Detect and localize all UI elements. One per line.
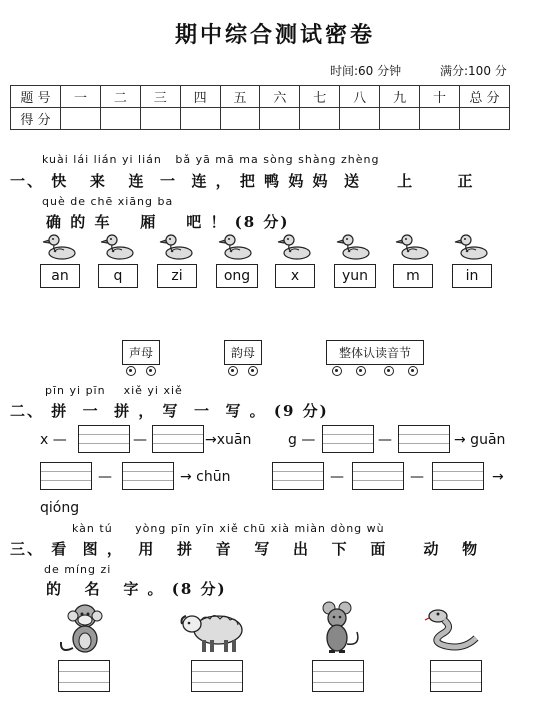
q2-start-g: g —	[288, 432, 316, 448]
wheel-icon	[248, 366, 258, 376]
duck-label-box: an	[40, 264, 80, 288]
score-header-cell: 六	[260, 86, 300, 108]
score-header-cell: 五	[220, 86, 260, 108]
duck-item[interactable]	[98, 232, 142, 288]
duck-item[interactable]	[40, 232, 84, 288]
score-header-cell: 七	[300, 86, 340, 108]
q2-text: 二、 拼 一 拼 ， 写 一 写 。 (9 分)	[10, 402, 329, 420]
q2-separator: —	[378, 432, 392, 448]
duck-icon	[393, 232, 437, 260]
score-cell[interactable]	[300, 108, 340, 130]
duck-label-box: in	[452, 264, 492, 288]
cart-shengmu[interactable]	[122, 340, 160, 376]
wheel-icon	[384, 366, 394, 376]
q2-separator: —	[410, 469, 424, 485]
q2-answer-box[interactable]	[398, 425, 450, 453]
score-header-cell: 一	[61, 86, 101, 108]
q2-answer-box[interactable]	[78, 425, 130, 453]
score-header-cell: 题 号	[11, 86, 61, 108]
duck-icon	[275, 232, 319, 260]
q2-answer-box[interactable]	[40, 462, 92, 490]
q2-separator: —	[98, 469, 112, 485]
q3-answer-box-sheep[interactable]	[191, 660, 243, 692]
cart-zhengti[interactable]	[326, 340, 424, 376]
q2-answer-box[interactable]	[152, 425, 204, 453]
duck-label-box: x	[275, 264, 315, 288]
score-header-cell: 四	[180, 86, 220, 108]
q3-answer-box-monkey[interactable]	[58, 660, 110, 692]
score-header-cell: 总 分	[460, 86, 510, 108]
q2-answer-box[interactable]	[432, 462, 484, 490]
duck-label-box: q	[98, 264, 138, 288]
duck-icon	[40, 232, 84, 260]
wheel-icon	[408, 366, 418, 376]
exam-time: 时间:60 分钟	[330, 64, 402, 78]
score-header-cell: 十	[420, 86, 460, 108]
duck-icon	[98, 232, 142, 260]
score-cell[interactable]	[220, 108, 260, 130]
score-cell[interactable]	[340, 108, 380, 130]
duck-label-box: zi	[157, 264, 197, 288]
duck-icon	[216, 232, 260, 260]
q2-separator: —	[133, 432, 147, 448]
duck-icon	[452, 232, 496, 260]
wheel-icon	[228, 366, 238, 376]
score-cell[interactable]	[180, 108, 220, 130]
q2-answer-box[interactable]	[322, 425, 374, 453]
q1-pinyin-line2: què de chē xiāng ba	[42, 195, 174, 208]
score-header-cell: 九	[380, 86, 420, 108]
q2-qiong: qióng	[40, 500, 80, 516]
score-table-score-row	[11, 108, 510, 130]
page-title: 期中综合测试密卷	[174, 22, 375, 48]
q2-pinyin: pīn yi pīn xiě yi xiě	[45, 384, 183, 397]
wheel-icon	[332, 366, 342, 376]
score-header-cell: 八	[340, 86, 380, 108]
q2-answer-box[interactable]	[122, 462, 174, 490]
q2-end-guan: → guān	[454, 432, 506, 448]
q2-end-xuan: →xuān	[205, 432, 252, 448]
snake-icon	[424, 602, 484, 656]
duck-item[interactable]	[334, 232, 378, 288]
duck-item[interactable]	[452, 232, 496, 288]
score-cell[interactable]	[140, 108, 180, 130]
wheel-icon	[356, 366, 366, 376]
q3-answer-box-mouse[interactable]	[312, 660, 364, 692]
sheep-icon	[178, 602, 248, 656]
q2-start-x: x —	[40, 432, 67, 448]
monkey-icon	[55, 602, 115, 656]
q2-answer-box[interactable]	[352, 462, 404, 490]
score-cell[interactable]	[100, 108, 140, 130]
duck-label-box: m	[393, 264, 433, 288]
score-cell[interactable]	[460, 108, 510, 130]
q1-text-line2: 确 的 车 厢 吧 ！ (8 分)	[46, 213, 290, 231]
q3-pinyin-line1: kàn tú yòng pīn yīn xiě chū xià miàn dòng wù	[72, 522, 385, 535]
score-header-cell: 二	[100, 86, 140, 108]
score-table-header-row	[11, 86, 510, 108]
q1-pinyin-line1: kuài lái lián yi lián bǎ yā mā ma sòng shàng zhèng	[42, 153, 380, 166]
exam-full-score: 满分:100 分	[440, 64, 507, 78]
cart-yunmu[interactable]	[224, 340, 262, 376]
score-table	[10, 85, 510, 130]
q3-pinyin-line2: de míng zi	[44, 563, 112, 576]
q2-answer-box[interactable]	[272, 462, 324, 490]
q2-end-arrow: →	[492, 469, 504, 485]
score-header-cell: 三	[140, 86, 180, 108]
q3-answer-box-snake[interactable]	[430, 660, 482, 692]
wheel-icon	[146, 366, 156, 376]
wheel-icon	[126, 366, 136, 376]
mouse-icon	[315, 600, 365, 656]
duck-item[interactable]	[216, 232, 260, 288]
score-cell[interactable]	[260, 108, 300, 130]
cart-label: 整体认读音节	[326, 340, 424, 365]
q3-text-line1: 三、 看 图 ， 用 拼 音 写 出 下 面 动 物	[10, 540, 480, 558]
score-cell[interactable]	[380, 108, 420, 130]
duck-icon	[157, 232, 201, 260]
cart-label: 韵母	[224, 340, 262, 365]
cart-label: 声母	[122, 340, 160, 365]
score-cell[interactable]	[420, 108, 460, 130]
q2-separator: —	[330, 469, 344, 485]
duck-label-box: yun	[334, 264, 376, 288]
q2-end-chun: → chūn	[180, 469, 231, 485]
q1-text-line1: 一、 快 来 连 一 连 ， 把 鸭 妈 妈 送 上 正	[10, 172, 475, 190]
duck-label-box: ong	[216, 264, 258, 288]
duck-icon	[334, 232, 378, 260]
duck-item[interactable]	[275, 232, 319, 288]
duck-item[interactable]	[393, 232, 437, 288]
duck-item[interactable]	[157, 232, 201, 288]
q3-text-line2: 的 名 字 。 (8 分)	[46, 580, 227, 598]
score-cell[interactable]	[61, 108, 101, 130]
score-row-label: 得 分	[11, 108, 61, 130]
